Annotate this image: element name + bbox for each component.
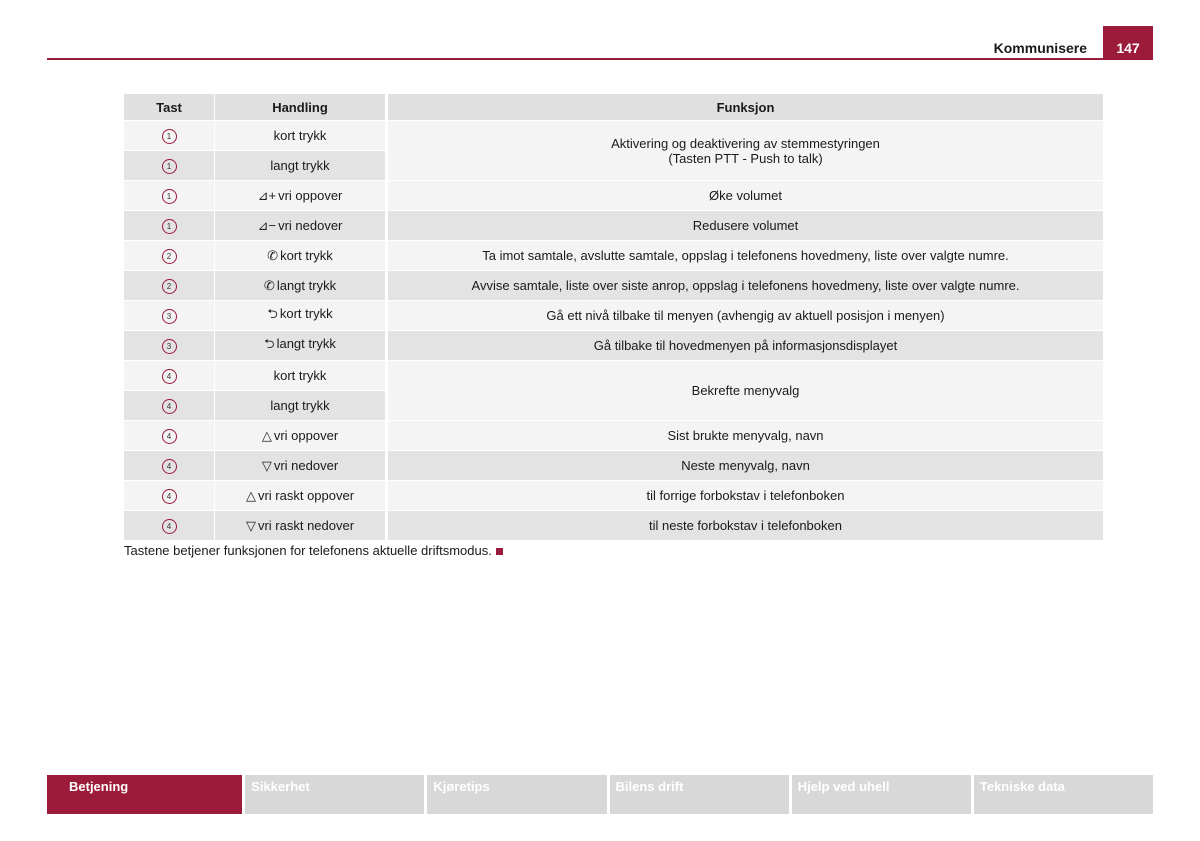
table-row — [124, 121, 1103, 151]
funksjon-cell: Redusere volumet — [388, 211, 1103, 241]
nav-tab-tekniske-data[interactable]: Tekniske data — [974, 775, 1153, 814]
key-cell — [124, 391, 215, 421]
nav-tab-hjelp-ved-uhell[interactable]: Hjelp ved uhell — [792, 775, 971, 814]
handling-text: vri nedover — [278, 217, 343, 233]
handling-cell — [215, 181, 385, 211]
gap-cell — [385, 151, 388, 181]
phone-icon: ✆ — [267, 247, 279, 263]
handling-cell — [215, 481, 385, 511]
key-number-icon: 1 — [162, 219, 177, 234]
handling-cell — [215, 241, 385, 271]
key-cell — [124, 151, 215, 181]
volume-down-icon: ⊿− — [257, 217, 277, 233]
handling-text: vri oppover — [278, 187, 343, 203]
key-cell — [124, 361, 215, 391]
handling-cell — [215, 361, 385, 391]
handling-text: vri oppover — [273, 427, 339, 443]
table-row — [124, 241, 1103, 271]
section-title: Kommunisere — [993, 40, 1087, 56]
key-number-icon: 4 — [162, 489, 177, 504]
key-cell — [124, 121, 215, 151]
funksjon-cell: Ta imot samtale, avslutte samtale, oppslag i telefonens hovedmeny, liste over valgte numre. — [388, 241, 1103, 271]
handling-text: vri raskt nedover — [257, 517, 355, 533]
page-number-text: 147 — [1116, 40, 1140, 56]
table-row — [124, 511, 1103, 541]
funksjon-cell: Øke volumet — [388, 181, 1103, 211]
handling-cell — [215, 271, 385, 301]
funksjon-cell: til forrige forbokstav i telefonboken — [388, 481, 1103, 511]
handling-text: vri nedover — [273, 457, 339, 473]
handling-text: kort trykk — [280, 247, 333, 263]
handling-text: langt trykk — [276, 335, 336, 351]
key-number-icon: 4 — [162, 399, 177, 414]
funksjon-cell: Sist brukte menyvalg, navn — [388, 421, 1103, 451]
handling-cell — [215, 451, 385, 481]
handling-text: kort trykk — [273, 368, 327, 383]
handling-cell — [215, 301, 385, 331]
nav-tab-bilens-drift[interactable]: Bilens drift — [610, 775, 789, 814]
bottom-nav — [47, 775, 1153, 814]
triangle-up-icon: △ — [245, 487, 256, 503]
handling-text: kort trykk — [279, 305, 333, 321]
key-cell — [124, 481, 215, 511]
nav-tab-betjening[interactable]: Betjening — [47, 775, 242, 814]
nav-tab-kjoretips[interactable]: Kjøretips — [427, 775, 606, 814]
handling-text: langt trykk — [270, 158, 330, 173]
footnote — [124, 543, 503, 558]
end-square-icon — [496, 548, 503, 555]
table-row — [124, 421, 1103, 451]
handling-cell — [215, 121, 385, 151]
handling-cell — [215, 511, 385, 541]
key-function-table — [124, 94, 1103, 541]
table-header-row — [124, 94, 1103, 121]
header-funksjon: Funksjon — [388, 94, 1103, 121]
funksjon-cell: Gå ett nivå tilbake til menyen (avhengig av aktuell posisjon i menyen) — [388, 301, 1103, 331]
table-row — [124, 331, 1103, 361]
handling-cell — [215, 421, 385, 451]
key-cell — [124, 421, 215, 451]
key-number-icon: 4 — [162, 519, 177, 534]
back-arrow-icon: ⮌ — [267, 305, 278, 321]
key-cell — [124, 211, 215, 241]
triangle-down-icon: ▽ — [261, 457, 272, 473]
handling-cell — [215, 331, 385, 361]
table-row — [124, 481, 1103, 511]
header-tast: Tast — [124, 94, 215, 121]
funksjon-cell: Neste menyvalg, navn — [388, 451, 1103, 481]
key-cell — [124, 271, 215, 301]
table-row — [124, 271, 1103, 301]
key-cell — [124, 331, 215, 361]
header-rule — [47, 58, 1153, 60]
table-row — [124, 211, 1103, 241]
handling-text: kort trykk — [273, 128, 327, 143]
key-cell — [124, 511, 215, 541]
funksjon-text: (Tasten PTT - Push to talk) — [668, 150, 823, 166]
key-number-icon: 4 — [162, 429, 177, 444]
header-handling: Handling — [215, 94, 385, 121]
key-number-icon: 1 — [162, 189, 177, 204]
handling-cell — [215, 151, 385, 181]
key-cell — [124, 181, 215, 211]
key-number-icon: 4 — [162, 459, 177, 474]
table-row — [124, 181, 1103, 211]
key-cell — [124, 241, 215, 271]
table-row — [124, 301, 1103, 331]
handling-cell — [215, 211, 385, 241]
footnote-text: Tastene betjener funksjonen for telefonens aktuelle driftsmodus. — [124, 543, 492, 558]
funksjon-cell: Gå tilbake til hovedmenyen på informasjonsdisplayet — [388, 331, 1103, 361]
handling-text: vri raskt oppover — [257, 487, 355, 503]
handling-text: langt trykk — [270, 398, 330, 413]
key-number-icon: 2 — [162, 279, 177, 294]
funksjon-cell-merged: Bekrefte menyvalg — [388, 361, 1103, 421]
funksjon-text: Aktivering og deaktivering av stemmestyringen — [611, 135, 880, 151]
gap-cell — [385, 391, 388, 421]
handling-text: langt trykk — [276, 277, 337, 293]
key-number-icon: 4 — [162, 369, 177, 384]
triangle-up-icon: △ — [261, 427, 272, 443]
key-number-icon: 3 — [162, 339, 177, 354]
back-arrow-icon: ⮌ — [264, 335, 275, 351]
page-number — [1103, 26, 1153, 60]
key-number-icon: 1 — [162, 159, 177, 174]
table-row — [124, 361, 1103, 391]
funksjon-cell-merged — [388, 121, 1103, 181]
key-number-icon: 3 — [162, 309, 177, 324]
triangle-down-icon: ▽ — [245, 517, 256, 533]
handling-cell — [215, 391, 385, 421]
volume-up-icon: ⊿+ — [257, 187, 277, 203]
funksjon-cell: til neste forbokstav i telefonboken — [388, 511, 1103, 541]
key-cell — [124, 301, 215, 331]
nav-tab-sikkerhet[interactable]: Sikkerhet — [245, 775, 424, 814]
key-number-icon: 1 — [162, 129, 177, 144]
key-number-icon: 2 — [162, 249, 177, 264]
phone-icon: ✆ — [263, 277, 275, 293]
table-row — [124, 451, 1103, 481]
key-cell — [124, 451, 215, 481]
funksjon-cell: Avvise samtale, liste over siste anrop, oppslag i telefonens hovedmeny, liste over valgte numre. — [388, 271, 1103, 301]
